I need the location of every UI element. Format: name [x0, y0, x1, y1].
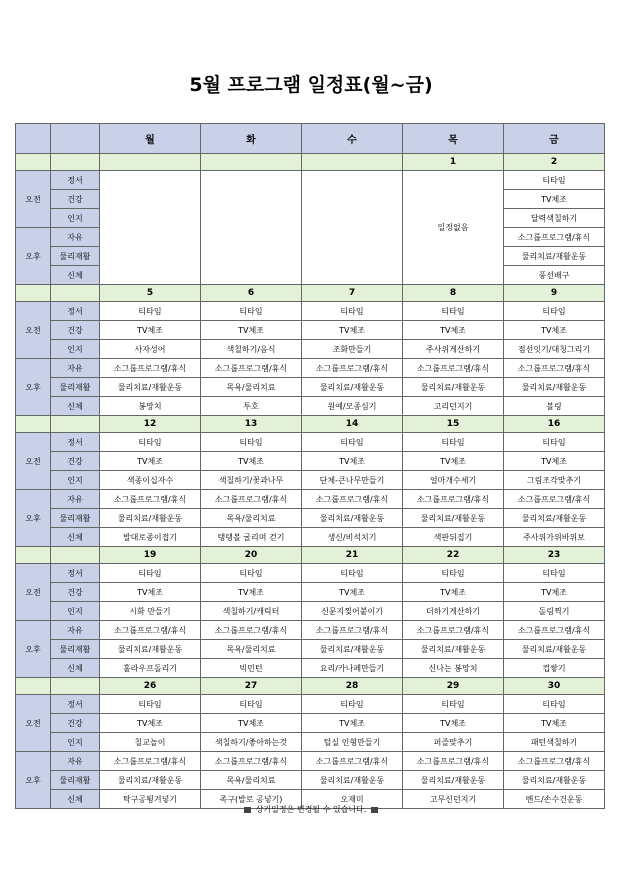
date-row-corner	[16, 154, 51, 171]
activity-label: 자유	[51, 359, 100, 378]
schedule-cell: 물리치료/재활운동	[403, 509, 504, 528]
page-title: 5월 프로그램 일정표(월~금)	[189, 74, 433, 96]
slot-row	[16, 321, 605, 340]
activity-label: 정서	[51, 171, 100, 190]
schedule-cell: 소그룹프로그램/휴식	[403, 490, 504, 509]
slot-row	[16, 378, 605, 397]
schedule-cell: 얼마개수세기	[403, 471, 504, 490]
schedule-cell: 물리치료/재활운동	[504, 378, 605, 397]
slot-row	[16, 340, 605, 359]
date-row-corner	[16, 285, 51, 302]
date-cell: 6	[201, 285, 302, 302]
schedule-cell: 티타임	[100, 564, 201, 583]
schedule-cell: 물리치료/재활운동	[403, 640, 504, 659]
schedule-cell: 물리치료/재활운동	[504, 247, 605, 266]
schedule-cell: 족구(발로 공넣기)	[201, 790, 302, 809]
activity-label: 물리재활	[51, 771, 100, 790]
activity-label: 정서	[51, 695, 100, 714]
activity-label: 정서	[51, 564, 100, 583]
schedule-cell: 물리치료/재활운동	[100, 378, 201, 397]
schedule-cell: 소그룹프로그램/휴식	[100, 490, 201, 509]
slot-row	[16, 752, 605, 771]
schedule-cell: 신나는 봉망치	[403, 659, 504, 678]
activity-label: 물리재활	[51, 247, 100, 266]
am-label: 오전	[16, 564, 51, 621]
date-row-corner	[51, 416, 100, 433]
activity-label: 신체	[51, 266, 100, 285]
activity-label: 인지	[51, 733, 100, 752]
schedule-cell: 티타임	[504, 695, 605, 714]
activity-label: 신체	[51, 659, 100, 678]
activity-label: 건강	[51, 583, 100, 602]
schedule-cell: TV체조	[100, 321, 201, 340]
footer-note-text: 상기일정은 변경될 수 있습니다.	[255, 805, 367, 814]
schedule-cell: 색칠하기/캐릭터	[201, 602, 302, 621]
activity-label: 정서	[51, 302, 100, 321]
activity-label: 자유	[51, 752, 100, 771]
date-cell: 30	[504, 678, 605, 695]
schedule-cell: 티타임	[403, 564, 504, 583]
pm-label: 오후	[16, 359, 51, 416]
schedule-cell: 물리치료/재활운동	[100, 771, 201, 790]
schedule-cell: 소그룹프로그램/휴식	[100, 752, 201, 771]
schedule-cell: 색칠하기/좋아하는것	[201, 733, 302, 752]
pm-label: 오후	[16, 752, 51, 809]
schedule-cell: TV체조	[403, 452, 504, 471]
schedule-cell: TV체조	[403, 583, 504, 602]
date-cell: 1	[403, 154, 504, 171]
schedule-cell: 소그룹프로그램/휴식	[302, 490, 403, 509]
activity-label: 인지	[51, 209, 100, 228]
schedule-cell: 색판뒤집기	[403, 528, 504, 547]
schedule-cell: 티타임	[302, 433, 403, 452]
date-cell: 23	[504, 547, 605, 564]
schedule-cell: 단체-큰나무만들기	[302, 471, 403, 490]
schedule-cell: TV체조	[201, 714, 302, 733]
date-cell: 14	[302, 416, 403, 433]
schedule-cell: 소그룹프로그램/휴식	[504, 621, 605, 640]
schedule-cell: 티타임	[302, 302, 403, 321]
schedule-cell: 티타임	[403, 695, 504, 714]
schedule-cell: 소그룹프로그램/휴식	[504, 752, 605, 771]
day-header: 월	[100, 124, 201, 154]
schedule-cell: 티타임	[504, 302, 605, 321]
schedule-cell: 색칠하기/꽃과나무	[201, 471, 302, 490]
square-icon	[244, 807, 251, 813]
header-row	[16, 124, 605, 154]
empty-day-cell	[201, 171, 302, 285]
slot-row	[16, 733, 605, 752]
empty-day-cell	[100, 171, 201, 285]
schedule-cell: 티타임	[302, 564, 403, 583]
date-cell: 21	[302, 547, 403, 564]
schedule-cell: 더하기게산하기	[403, 602, 504, 621]
schedule-cell: 소그룹프로그램/휴식	[201, 752, 302, 771]
activity-label: 물리재활	[51, 509, 100, 528]
schedule-cell: 밴드/손수건운동	[504, 790, 605, 809]
schedule-cell: 고리던지기	[403, 397, 504, 416]
schedule-cell: 소그룹프로그램/휴식	[100, 359, 201, 378]
schedule-cell: 소그룹프로그램/휴식	[504, 359, 605, 378]
schedule-table	[15, 123, 605, 809]
square-icon	[371, 807, 378, 813]
schedule-cell: TV체조	[504, 583, 605, 602]
schedule-cell: 티타임	[504, 564, 605, 583]
schedule-cell: TV체조	[302, 321, 403, 340]
slot-row	[16, 433, 605, 452]
schedule-cell: 물리치료/재활운동	[504, 509, 605, 528]
schedule-cell: 티타임	[201, 302, 302, 321]
schedule-cell: TV체조	[100, 714, 201, 733]
schedule-cell: 물리치료/재활운동	[302, 378, 403, 397]
schedule-cell: 오재미	[302, 790, 403, 809]
slot-row	[16, 171, 605, 190]
schedule-cell: 티타임	[100, 302, 201, 321]
date-cell: 27	[201, 678, 302, 695]
schedule-cell: TV체조	[403, 714, 504, 733]
date-cell: 20	[201, 547, 302, 564]
schedule-cell: 컵쌓기	[504, 659, 605, 678]
schedule-cell: TV체조	[302, 583, 403, 602]
activity-label: 인지	[51, 602, 100, 621]
activity-label: 정서	[51, 433, 100, 452]
date-cell: 7	[302, 285, 403, 302]
schedule-cell: 퍼즐맞추기	[403, 733, 504, 752]
schedule-cell: 티타임	[302, 695, 403, 714]
date-cell: 29	[403, 678, 504, 695]
pm-label: 오후	[16, 228, 51, 285]
date-cell: 12	[100, 416, 201, 433]
am-label: 오전	[16, 171, 51, 228]
schedule-cell: 물리치료/재활운동	[504, 640, 605, 659]
schedule-cell: 소그룹프로그램/휴식	[302, 359, 403, 378]
schedule-cell: 티타임	[403, 433, 504, 452]
day-header: 화	[201, 124, 302, 154]
schedule-cell: 투호	[201, 397, 302, 416]
schedule-cell: 물리치료/재활운동	[302, 771, 403, 790]
schedule-cell: TV체조	[201, 583, 302, 602]
schedule-cell: 탱탱볼 굴리며 걷기	[201, 528, 302, 547]
am-label: 오전	[16, 433, 51, 490]
schedule-cell: TV체조	[100, 452, 201, 471]
schedule-cell: 소그룹프로그램/휴식	[403, 621, 504, 640]
slot-row	[16, 490, 605, 509]
slot-row	[16, 509, 605, 528]
schedule-cell: 시화 만들기	[100, 602, 201, 621]
date-cell: 15	[403, 416, 504, 433]
schedule-cell: TV체조	[201, 321, 302, 340]
schedule-cell: 털실 인형만들기	[302, 733, 403, 752]
day-header: 수	[302, 124, 403, 154]
schedule-cell: 물리치료/재활운동	[100, 640, 201, 659]
schedule-cell: 소그룹프로그램/휴식	[403, 752, 504, 771]
schedule-cell: 빅민턴	[201, 659, 302, 678]
schedule-cell: 티타임	[201, 695, 302, 714]
schedule-cell: 훌라우프돌리기	[100, 659, 201, 678]
date-cell: 16	[504, 416, 605, 433]
slot-row	[16, 714, 605, 733]
date-row-corner	[16, 678, 51, 695]
date-row	[16, 678, 605, 695]
activity-label: 건강	[51, 321, 100, 340]
schedule-cell: TV체조	[302, 714, 403, 733]
activity-label: 자유	[51, 621, 100, 640]
slot-row	[16, 397, 605, 416]
empty-day-cell	[302, 171, 403, 285]
date-cell: 2	[504, 154, 605, 171]
date-cell: 19	[100, 547, 201, 564]
slot-row	[16, 659, 605, 678]
footer-note	[0, 804, 622, 815]
schedule-cell: 봉망치	[100, 397, 201, 416]
am-label: 오전	[16, 302, 51, 359]
schedule-cell: 조화만들기	[302, 340, 403, 359]
slot-row	[16, 471, 605, 490]
date-cell	[302, 154, 403, 171]
schedule-cell: 사자성어	[100, 340, 201, 359]
schedule-cell: 목욕/물리치료	[201, 640, 302, 659]
schedule-cell: 소그룹프로그램/휴식	[504, 490, 605, 509]
slot-row	[16, 564, 605, 583]
activity-label: 건강	[51, 190, 100, 209]
schedule-cell: 점선잇기/대칭그리기	[504, 340, 605, 359]
activity-label: 건강	[51, 714, 100, 733]
activity-label: 물리재활	[51, 378, 100, 397]
schedule-cell: 물리치료/재활운동	[504, 771, 605, 790]
activity-label: 신체	[51, 790, 100, 809]
schedule-cell: 티타임	[403, 302, 504, 321]
schedule-cell: 목욕/물리치료	[201, 378, 302, 397]
schedule-cell: 소그룹프로그램/휴식	[302, 752, 403, 771]
schedule-cell: 고무신던지기	[403, 790, 504, 809]
schedule-cell: TV체조	[504, 452, 605, 471]
schedule-cell: 달력색칠하기	[504, 209, 605, 228]
schedule-cell: 소그룹프로그램/휴식	[100, 621, 201, 640]
schedule-cell: 티타임	[201, 433, 302, 452]
schedule-cell: 티타임	[100, 695, 201, 714]
schedule-cell: TV체조	[504, 714, 605, 733]
activity-label: 물리재활	[51, 640, 100, 659]
date-row-corner	[16, 547, 51, 564]
schedule-cell: 발대로종이접기	[100, 528, 201, 547]
date-row-corner	[51, 285, 100, 302]
schedule-cell: 소그룹프로그램/휴식	[403, 359, 504, 378]
schedule-cell: 그림조각맞추기	[504, 471, 605, 490]
date-row	[16, 285, 605, 302]
schedule-cell: TV체조	[403, 321, 504, 340]
schedule-cell: 주사위가위바위보	[504, 528, 605, 547]
schedule-cell: 물리치료/재활운동	[302, 509, 403, 528]
schedule-cell: TV체조	[302, 452, 403, 471]
schedule-cell: 물리치료/재활운동	[403, 771, 504, 790]
pm-label: 오후	[16, 621, 51, 678]
date-cell: 22	[403, 547, 504, 564]
activity-label: 자유	[51, 228, 100, 247]
slot-row	[16, 695, 605, 714]
schedule-cell: 색종이십자수	[100, 471, 201, 490]
date-cell: 8	[403, 285, 504, 302]
date-cell: 9	[504, 285, 605, 302]
slot-row	[16, 302, 605, 321]
schedule-cell: 소그룹프로그램/휴식	[201, 490, 302, 509]
schedule-cell: 생신/비석치기	[302, 528, 403, 547]
header-corner	[16, 124, 51, 154]
schedule-cell: 소그룹프로그램/휴식	[201, 359, 302, 378]
schedule-cell: 주사위게산하기	[403, 340, 504, 359]
schedule-cell: 티타임	[504, 171, 605, 190]
date-cell	[100, 154, 201, 171]
date-cell	[201, 154, 302, 171]
day-header: 목	[403, 124, 504, 154]
date-row-week1	[16, 154, 605, 171]
slot-row	[16, 621, 605, 640]
schedule-cell: 요리/카나페만들기	[302, 659, 403, 678]
am-label: 오전	[16, 695, 51, 752]
schedule-cell: 티타임	[201, 564, 302, 583]
schedule-cell: 물리치료/재활운동	[403, 378, 504, 397]
schedule-cell: 신문지찢어붙이기	[302, 602, 403, 621]
date-row	[16, 547, 605, 564]
slot-row	[16, 640, 605, 659]
date-row	[16, 416, 605, 433]
header-corner	[51, 124, 100, 154]
schedule-cell: TV체조	[100, 583, 201, 602]
schedule-cell: 티타임	[100, 433, 201, 452]
schedule-cell: 칠교놀이	[100, 733, 201, 752]
date-row-corner	[51, 547, 100, 564]
schedule-cell: 목욕/물리치료	[201, 771, 302, 790]
activity-label: 신체	[51, 397, 100, 416]
schedule-cell: 소그룹프로그램/휴식	[302, 621, 403, 640]
activity-label: 인지	[51, 340, 100, 359]
date-row-corner	[51, 154, 100, 171]
schedule-cell: 티타임	[504, 433, 605, 452]
schedule-cell: 원예/모종심기	[302, 397, 403, 416]
pm-label: 오후	[16, 490, 51, 547]
schedule-cell: 탁구공튕겨넣기	[100, 790, 201, 809]
slot-row	[16, 359, 605, 378]
schedule-cell: 색칠하기/음식	[201, 340, 302, 359]
date-cell: 28	[302, 678, 403, 695]
schedule-cell: TV체조	[201, 452, 302, 471]
schedule-cell: 물리치료/재활운동	[302, 640, 403, 659]
schedule-cell: 소그룹프로그램/휴식	[504, 228, 605, 247]
slot-row	[16, 771, 605, 790]
activity-label: 인지	[51, 471, 100, 490]
slot-row	[16, 528, 605, 547]
activity-label: 건강	[51, 452, 100, 471]
schedule-cell: 물리치료/재활운동	[100, 509, 201, 528]
schedule-cell: 돌림찍기	[504, 602, 605, 621]
slot-row	[16, 602, 605, 621]
schedule-cell: 풍선배구	[504, 266, 605, 285]
date-cell: 26	[100, 678, 201, 695]
schedule-cell: 목욕/물리치료	[201, 509, 302, 528]
schedule-cell: 패턴색칠하기	[504, 733, 605, 752]
schedule-cell: TV체조	[504, 321, 605, 340]
activity-label: 자유	[51, 490, 100, 509]
date-row-corner	[51, 678, 100, 695]
schedule-cell: 볼링	[504, 397, 605, 416]
slot-row	[16, 452, 605, 471]
date-cell: 13	[201, 416, 302, 433]
date-row-corner	[16, 416, 51, 433]
schedule-cell: 소그룹프로그램/휴식	[201, 621, 302, 640]
schedule-cell: TV체조	[504, 190, 605, 209]
no-schedule-cell: 일정없음	[403, 171, 504, 285]
day-header: 금	[504, 124, 605, 154]
date-cell: 5	[100, 285, 201, 302]
activity-label: 신체	[51, 528, 100, 547]
slot-row	[16, 583, 605, 602]
